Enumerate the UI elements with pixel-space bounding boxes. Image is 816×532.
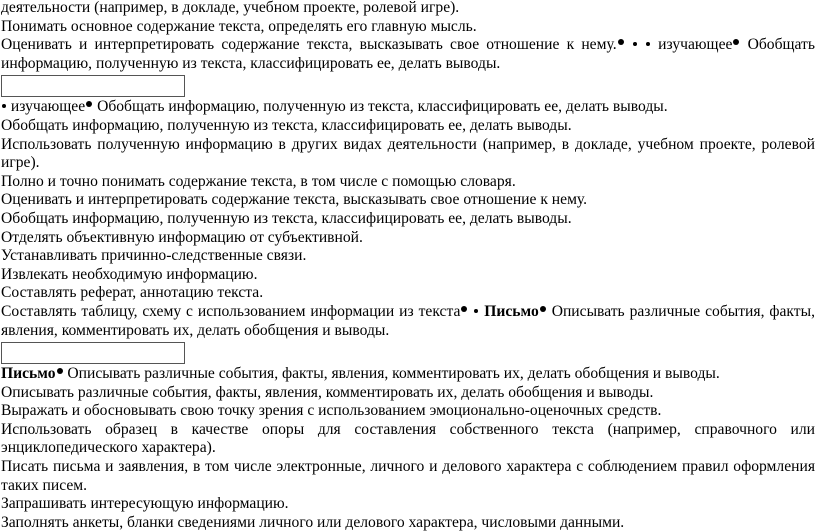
text-line: Использовать полученную информацию в других видах деятельности (например, в докладе, учебном проекте, ролевой игре).	[1, 135, 815, 172]
text-line: Оценивать и интерпретировать содержание текста, высказывать свое отношение к нему.	[1, 191, 588, 209]
bullet-icon	[86, 101, 92, 107]
text-line: Запрашивать интересующую информацию.	[1, 495, 289, 513]
text-fragment: изучающее	[658, 36, 733, 54]
bullet-icon	[633, 42, 637, 46]
text-line	[1, 98, 815, 117]
text-fragment: Составлять таблицу, схему с использованием информации из текста	[1, 302, 461, 320]
text-line: Описывать различные события, факты, явления, комментировать их, делать обобщения и выводы.	[1, 383, 654, 401]
empty-frame	[1, 342, 185, 364]
text-fragment: Оценивать и интерпретировать содержание текста, высказывать свое отношение к нему.	[1, 36, 617, 54]
bullet-icon	[474, 309, 478, 313]
bullet-icon	[733, 39, 739, 45]
bullet-icon	[618, 39, 624, 45]
text-fragment: изучающее	[10, 98, 86, 116]
text-fragment: Описывать различные события, факты, явления, комментировать их, делать обобщения и выводы.	[67, 365, 720, 383]
text-line: Обобщать информацию, полученную из текста, классифицировать ее, делать выводы.	[1, 116, 572, 134]
text-fragment: Обобщать информацию, полученную из текста, классифицировать ее, делать выводы.	[97, 98, 668, 116]
text-line: Выражать и обосновывать свою точку зрения с использованием эмоционально-оценочных средств.	[1, 402, 662, 420]
text-line: Заполнять анкеты, бланки сведениями личного или делового характера, числовыми данными.	[1, 513, 625, 531]
text-fragment: Описывать различные события, факты, явления, комментировать их, делать обобщения и выводы.	[1, 302, 815, 339]
text-line	[1, 365, 815, 384]
bullet-icon	[57, 368, 63, 374]
text-line: Писать письма и заявления, в том числе электронные, личного и делового характера с соблюдением правил оформления таких писем.	[1, 458, 815, 494]
text-line: Полно и точно понимать содержание текста, в том числе с помощью словаря.	[1, 172, 516, 190]
bullet-icon	[540, 306, 546, 312]
bullet-icon	[2, 104, 6, 108]
text-line: Обобщать информацию, полученную из текста, классифицировать ее, делать выводы.	[1, 209, 572, 227]
text-line: Понимать основное содержание текста, определять его главную мысль.	[1, 17, 477, 35]
text-line: Составлять реферат, аннотацию текста.	[1, 284, 264, 302]
text-line: Отделять объективную информацию от субъективной.	[1, 228, 363, 246]
text-line: деятельности (например, в докладе, учебном проекте, ролевой игре).	[1, 0, 460, 16]
bullet-icon	[646, 42, 650, 46]
empty-frame	[1, 75, 185, 97]
bullet-icon	[461, 306, 467, 312]
text-line	[1, 36, 815, 73]
text-line	[1, 303, 815, 340]
section-heading: Письмо	[1, 365, 56, 383]
text-fragment: Обобщать информацию, полученную из текста, классифицировать ее, делать выводы.	[1, 36, 815, 72]
text-line: Извлекать необходимую информацию.	[1, 265, 258, 283]
text-line: Устанавливать причинно-следственные связи.	[1, 247, 307, 265]
text-line: Использовать образец в качестве опоры для составления собственного текста (например, справочного или энциклопедического характера).	[1, 420, 815, 457]
section-heading: Письмо	[484, 302, 539, 320]
document-page	[1, 0, 815, 532]
